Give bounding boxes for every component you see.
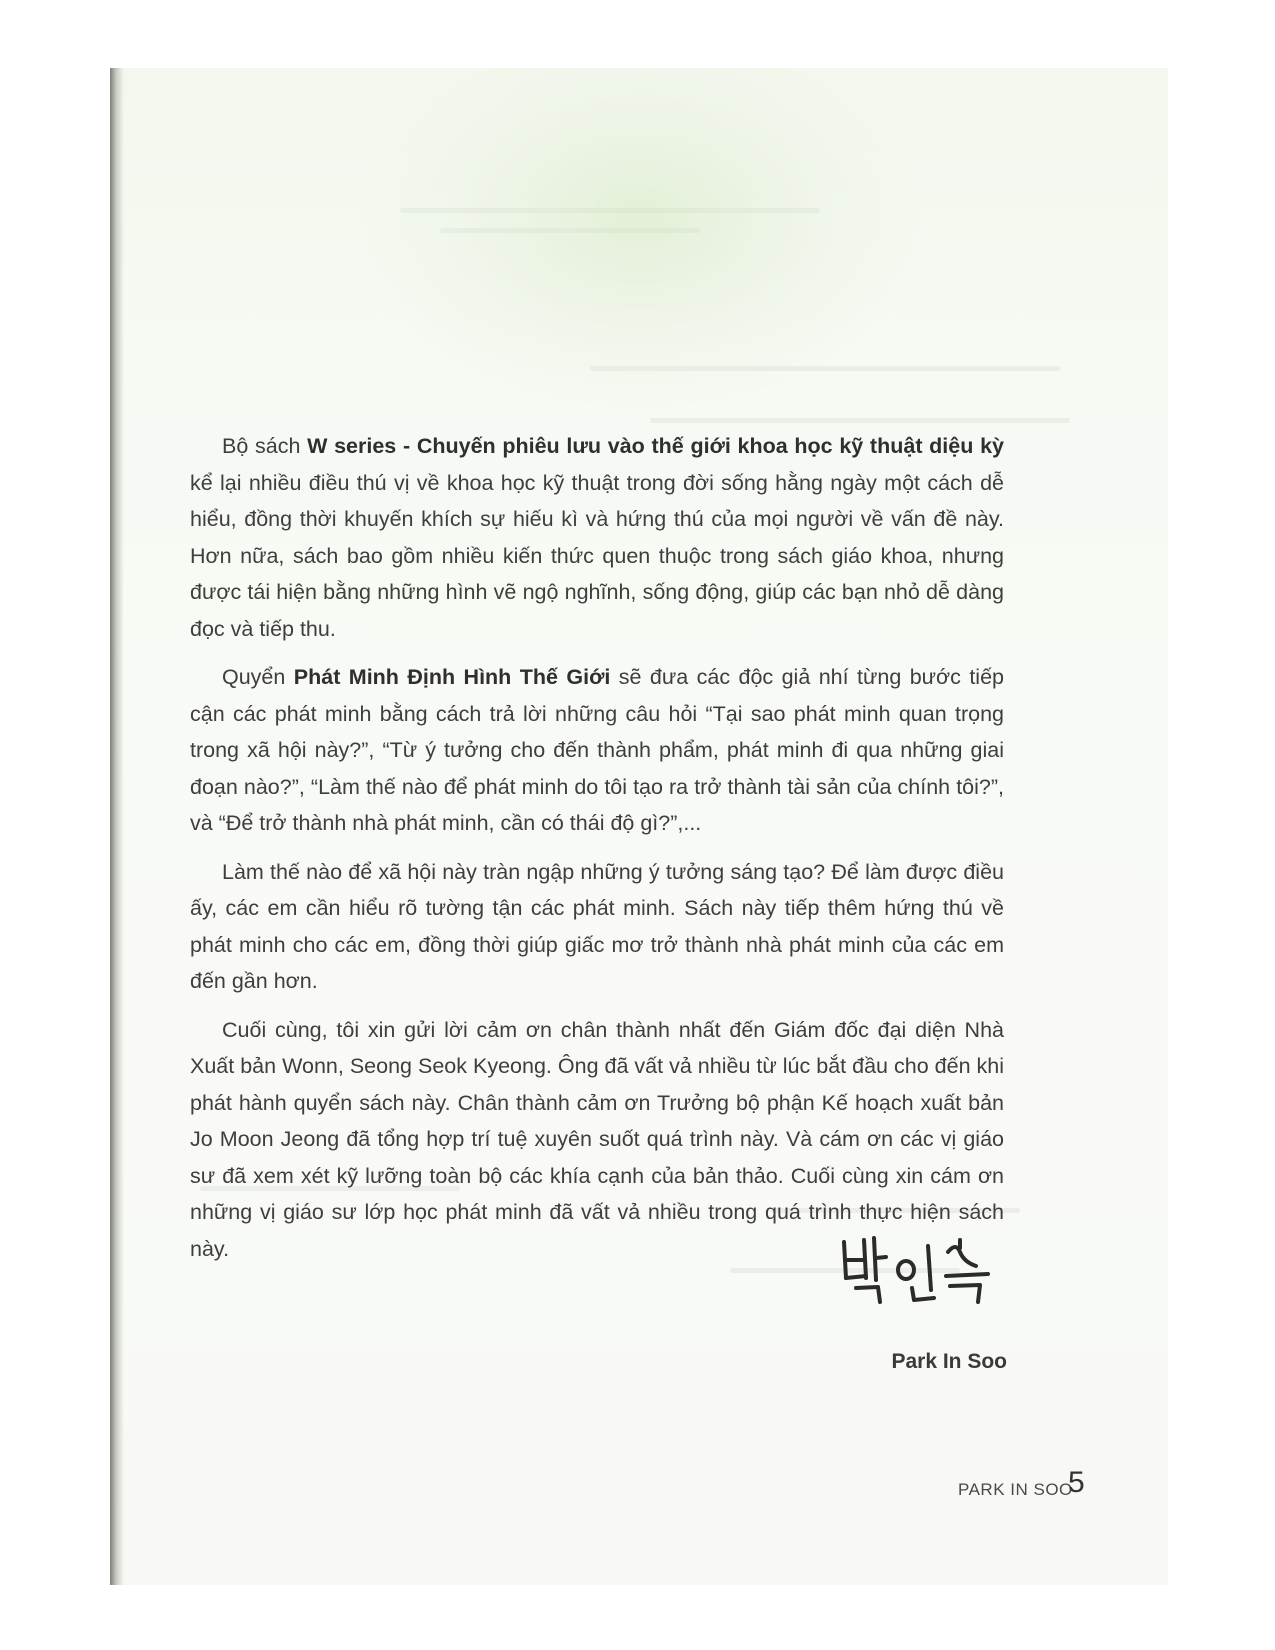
series-title: W series - Chuyến phiêu lưu vào thế giới khoa học kỹ thuật diệu kỳ	[307, 434, 1004, 458]
intro-paragraph	[190, 428, 1004, 647]
paragraph-text: Quyển	[222, 665, 294, 689]
book-title: Phát Minh Định Hình Thế Giới	[293, 665, 611, 689]
show-through-line	[590, 366, 1060, 371]
paragraph-text: Bộ sách	[222, 434, 308, 458]
show-through-line	[440, 228, 700, 233]
show-through-line	[400, 208, 820, 213]
show-through-line	[650, 418, 1070, 423]
running-footer-author: PARK IN SOO	[958, 1480, 1073, 1499]
book-paragraph	[190, 659, 1004, 842]
page-body	[190, 428, 1004, 1279]
paragraph-text: sẽ đưa các độc giả nhí từng bước tiếp cận các phát minh bằng cách trả lời những câu hỏi “Tại sao phát minh quan trọng trong xã hội này?”, “Từ ý tưởng cho đến thành phẩm, phát minh đi qua những giai đoạn nào?”, “Làm thế nào để phát minh do tôi tạo ra trở thành tài sản của chính tôi?”, và “Để trở thành nhà phát minh, cần có thái độ gì?”,...	[190, 665, 1004, 835]
author-name: Park In Soo	[891, 1350, 1007, 1373]
creativity-paragraph: Làm thế nào để xã hội này tràn ngập những ý tưởng sáng tạo? Để làm được điều ấy, các em cần hiểu rõ tường tận các phát minh. Sách này tiếp thêm hứng thú về phát minh cho các em, đồng thời giúp giấc mơ trở thành nhà phát minh của các em đến gần hơn.	[190, 859, 1004, 993]
page-number: 5	[1068, 1466, 1085, 1499]
paragraph-text: kể lại nhiều điều thú vị về khoa học kỹ thuật trong đời sống hằng ngày một cách dễ hiểu, đồng thời khuyến khích sự hiếu kì và hứng thú của mọi người về vấn đề này. Hơn nữa, sách bao gồm nhiều kiến thức quen thuộc trong sách giáo khoa, nhưng được tái hiện bằng những hình vẽ ngộ nghĩnh, sống động, giúp các bạn nhỏ dễ dàng đọc và tiếp thu.	[190, 470, 1004, 641]
acknowledgement-paragraph: Cuối cùng, tôi xin gửi lời cảm ơn chân thành nhất đến Giám đốc đại diện Nhà Xuất bản Wonn, Seong Seok Kyeong. Ông đã vất vả nhiều từ lúc bắt đầu cho đến khi phát hành quyển sách này. Chân thành cảm ơn Trưởng bộ phận Kế hoạch xuất bản Jo Moon Jeong đã tổng hợp trí tuệ xuyên suốt quá trình này. Và cám ơn các vị giáo sư đã xem xét kỹ lưỡng toàn bộ các khía cạnh của bản thảo. Cuối cùng xin cám ơn những vị giáo sư lớp học phát minh đã vất vả nhiều trong quá trình thực hiện sách này.	[190, 1017, 1004, 1261]
handwritten-signature	[836, 1232, 996, 1304]
